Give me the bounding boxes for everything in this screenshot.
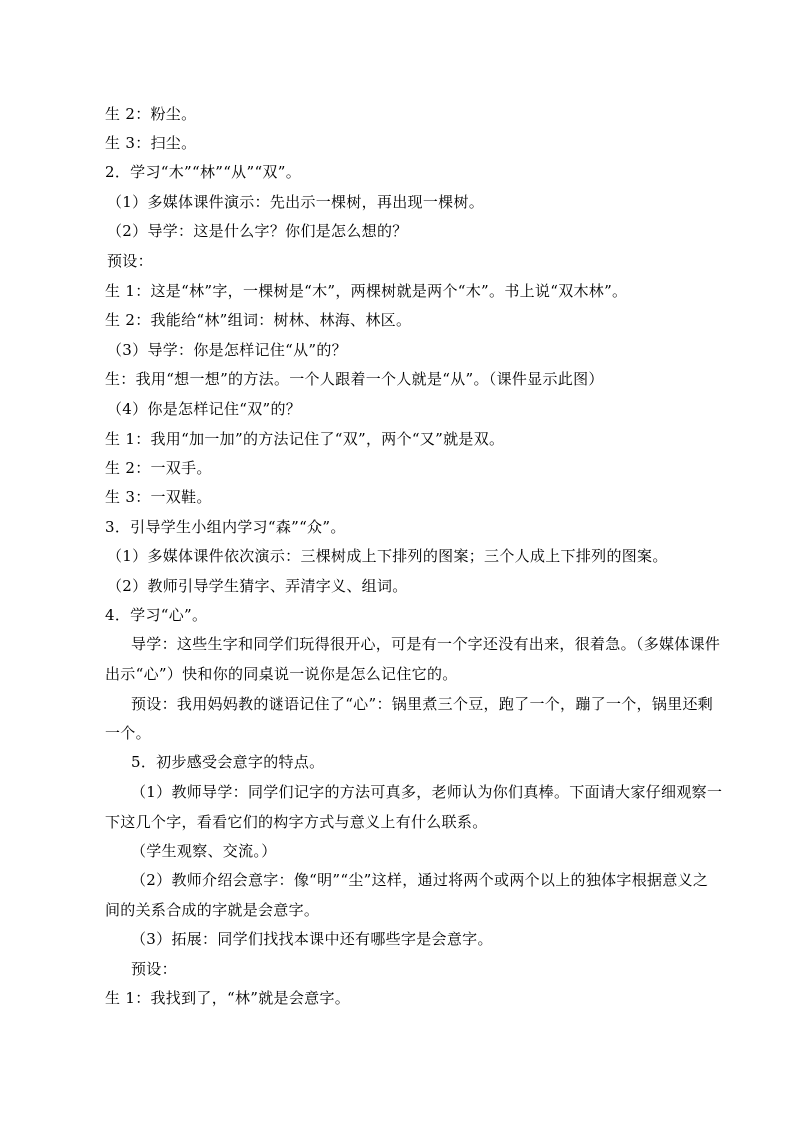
text-line: （4）你是怎样记住“双”的？ [107, 400, 302, 418]
text-line: 预设： [107, 252, 153, 270]
text-line: 生 2：一双手。 [105, 459, 212, 477]
text-line: （2）教师引导学生猜字、弄清字义、组词。 [107, 577, 408, 595]
text-line: 生：我用“想一想”的方法。一个人跟着一个人就是“从”。（课件显示此图） [105, 370, 604, 388]
text-line: 生 3：扫尘。 [105, 134, 197, 152]
text-line: 4．学习“心”。 [105, 606, 208, 624]
text-line: （1）多媒体课件演示：先出示一棵树，再出现一棵树。 [107, 193, 485, 211]
text-line: 生 3：一双鞋。 [105, 488, 212, 506]
text-line: 一个。 [105, 724, 151, 742]
text-line: 预设：我用妈妈教的谜语记住了“心”：锅里煮三个豆，跑了一个，蹦了一个，锅里还剩 [131, 695, 714, 713]
text-line: 2．学习“木”“林”“从”“双”。 [105, 163, 301, 181]
text-line: （学生观察、交流。） [131, 842, 277, 860]
text-line: （3）导学：你是怎样记住“从”的？ [107, 341, 347, 359]
text-line: 3．引导学生小组内学习“森”“众”。 [105, 518, 346, 536]
text-line: 预设： [131, 960, 177, 978]
text-line: （1）多媒体课件依次演示：三棵树成上下排列的图案；三个人成上下排列的图案。 [107, 547, 668, 565]
text-line: （1）教师导学：同学们记字的方法可真多，老师认为你们真棒。下面请大家仔细观察一 [131, 783, 723, 801]
text-line: （2）导学：这是什么字？你们是怎么想的？ [107, 222, 408, 240]
text-line: 生 2：粉尘。 [105, 105, 197, 123]
text-line: 生 1：这是“林”字，一棵树是“木”，两棵树就是两个“木”。书上说“双木林”。 [105, 282, 628, 300]
text-line: 5．初步感受会意字的特点。 [131, 753, 325, 771]
text-line: 间的关系合成的字就是会意字。 [105, 901, 320, 919]
text-line: 生 2：我能给“林”组词：树林、林海、林区。 [105, 311, 412, 329]
text-line: 出示“心”）快和你的同桌说一说你是怎么记住它的。 [105, 665, 458, 683]
text-line: 下这几个字，看看它们的构字方式与意义上有什么联系。 [105, 813, 488, 831]
text-line: （3）拓展：同学们找找本课中还有哪些字是会意字。 [131, 930, 493, 948]
text-line: 生 1：我用“加一加”的方法记住了“双”，两个“又”就是双。 [105, 430, 505, 448]
text-line: 生 1：我找到了，“林”就是会意字。 [105, 989, 351, 1007]
text-line: （2）教师介绍会意字：像“明”“尘”这样，通过将两个或两个以上的独体字根据意义之 [131, 871, 709, 889]
text-line: 导学：这些生字和同学们玩得很开心，可是有一个字还没有出来，很着急。（多媒体课件 [131, 635, 721, 653]
